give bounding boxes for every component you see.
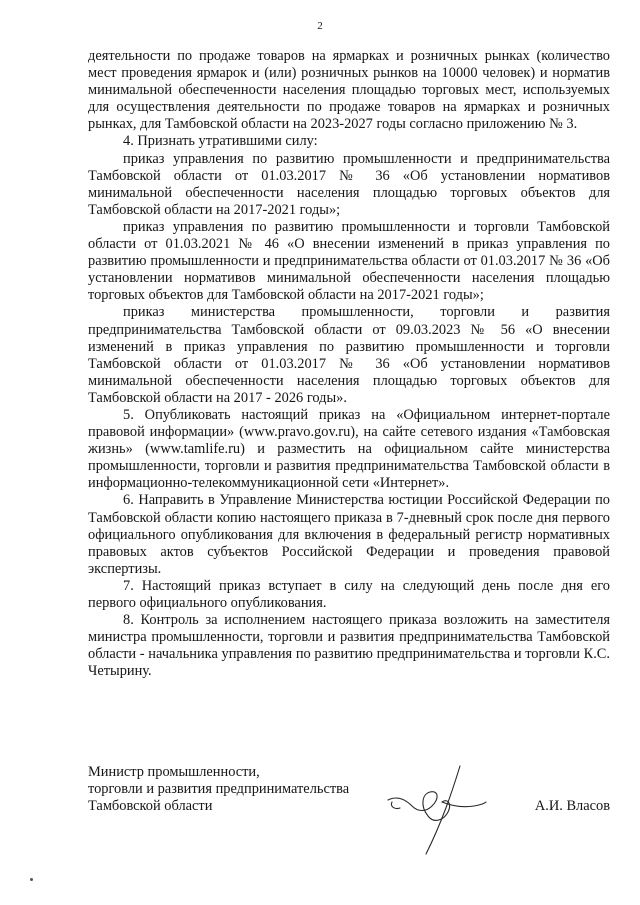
paragraph-repealed-order-3: приказ министерства промышленности, торговли и развития предпринимательства Тамбовской области от 09.03.2023 № 56 «О внесении изменений в приказ управления по развитию промышленности и торговли Тамбовской области от 01.03.2017 № 36 «Об установлении нормативов минимальной обеспеченности населения площадью торговых объектов для Тамбовской области на 2017 - 2026 годы». xyxy=(88,304,610,406)
paragraph-item-6: 6. Направить в Управление Министерства юстиции Российской Федерации по Тамбовской области копию настоящего приказа в 7-дневный срок после дня первого официального опубликования для включения в федеральный регистр нормативных правовых актов субъектов Российской Федерации и проведения правовой экспертизы. xyxy=(88,492,610,577)
scan-dot xyxy=(30,878,33,881)
paragraph-continuation: деятельности по продаже товаров на ярмарках и розничных рынках (количество мест проведения ярмарок и (или) розничных рынков на 10000 человек) и норматив минимальной обеспеченности населения площадью торговых мест, используемых для осуществления деятельности по продаже товаров на ярмарках и розничных рынках, для Тамбовской области на 2023-2027 годы согласно приложению № 3. xyxy=(88,48,610,133)
paragraph-item-5: 5. Опубликовать настоящий приказ на «Официальном интернет-портале правовой информации» (www.pravo.gov.ru), на сайте сетевого издания «Тамбовская жизнь» (www.tamlife.ru) и разместить на официальном сайте министерства промышленности, торговли и развития предпринимательства Тамбовской области в информационно-телекоммуникационной сети «Интернет». xyxy=(88,406,610,492)
signature-block xyxy=(88,764,610,815)
handwritten-signature xyxy=(382,762,492,862)
document-body xyxy=(88,48,610,680)
paragraph-repealed-order-2: приказ управления по развитию промышленности и торговли Тамбовской области от 01.03.2021 № 46 «О внесении изменений в приказ управления по развитию промышленности и предпринимательства области от 01.03.2017 № 36 «Об установлении нормативов минимальной обеспеченности населения площадью торговых объектов для Тамбовской области на 2017-2021 годы»; xyxy=(88,218,610,304)
paragraph-item-8: 8. Контроль за исполнением настоящего приказа возложить на заместителя министра промышленности, торговли и развития предпринимательства Тамбовской области - начальника управления по развитию предпринимательства и торговли К.С. Четырину. xyxy=(88,612,610,680)
page-number: 2 xyxy=(317,20,323,32)
signatory-title-line-1: Министр промышленности, xyxy=(88,764,260,780)
signatory-name: А.И. Власов xyxy=(534,798,610,814)
signatory-title-line-2: торговли и развития предпринимательства xyxy=(88,781,350,798)
paragraph-item-7: 7. Настоящий приказ вступает в силу на следующий день после дня его первого официального опубликования. xyxy=(88,577,610,611)
paragraph-repealed-order-1: приказ управления по развитию промышленности и предпринимательства Тамбовской области от 01.03.2017 № 36 «Об установлении нормативов минимальной обеспеченности населения площадью торговых объектов для Тамбовской области на 2017-2021 годы»; xyxy=(88,150,610,218)
paragraph-item-4: 4. Признать утратившими силу: xyxy=(123,133,318,150)
signatory-title-line-3: Тамбовской области xyxy=(88,798,213,815)
